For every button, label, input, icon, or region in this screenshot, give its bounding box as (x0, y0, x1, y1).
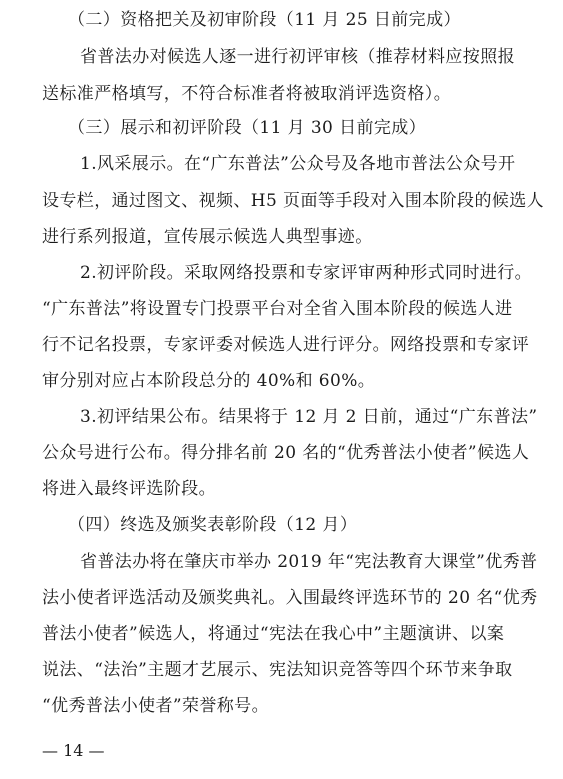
paragraph-line: “广东普法”将设置专门投票平台对全省入围本阶段的候选人进 (42, 299, 513, 319)
paragraph-line: 说法、“法治”主题才艺展示、宪法知识竞答等四个环节来争取 (42, 660, 513, 680)
paragraph-line: 普法小使者”候选人，将通过“宪法在我心中”主题演讲、以案 (42, 624, 505, 644)
paragraph-line: 进行系列报道，宣传展示候选人典型事迹。 (42, 227, 373, 247)
paragraph-line: 审分别对应占本阶段总分的 40%和 60%。 (42, 371, 376, 391)
section-heading-4: （四）终选及颁奖表彰阶段（12 月） (68, 515, 358, 535)
paragraph-line: 将进入最终评选阶段。 (42, 479, 216, 499)
paragraph-line: “优秀普法小使者”荣誉称号。 (42, 696, 269, 716)
section-heading-3: （三）展示和初评阶段（11 月 30 日前完成） (68, 118, 427, 138)
page-number: — 14 — (42, 741, 105, 760)
paragraph-line: 省普法办对候选人逐一进行初评审核（推荐材料应按照报 (80, 47, 515, 67)
paragraph-line: 法小使者评选活动及颁奖典礼。入围最终评选环节的 20 名“优秀 (42, 588, 538, 608)
section-heading-2: （二）资格把关及初审阶段（11 月 25 日前完成） (68, 10, 461, 30)
paragraph-line: 设专栏，通过图文、视频、H5 页面等手段对入围本阶段的候选人 (42, 191, 545, 211)
paragraph-line: 3.初评结果公布。结果将于 12 月 2 日前，通过“广东普法” (80, 407, 538, 427)
paragraph-line: 行不记名投票，专家评委对候选人进行评分。网络投票和专家评 (42, 335, 530, 355)
paragraph-line: 1.风采展示。在“广东普法”公众号及各地市普法公众号开 (80, 154, 516, 174)
paragraph-line: 省普法办将在肇庆市举办 2019 年“宪法教育大课堂”优秀普 (80, 552, 538, 572)
paragraph-line: 2.初评阶段。采取网络投票和专家评审两种形式同时进行。 (80, 263, 533, 283)
paragraph-line: 公众号进行公布。得分排名前 20 名的“优秀普法小使者”候选人 (42, 443, 530, 463)
paragraph-line: 送标准严格填写，不符合标准者将被取消评选资格）。 (42, 84, 452, 104)
